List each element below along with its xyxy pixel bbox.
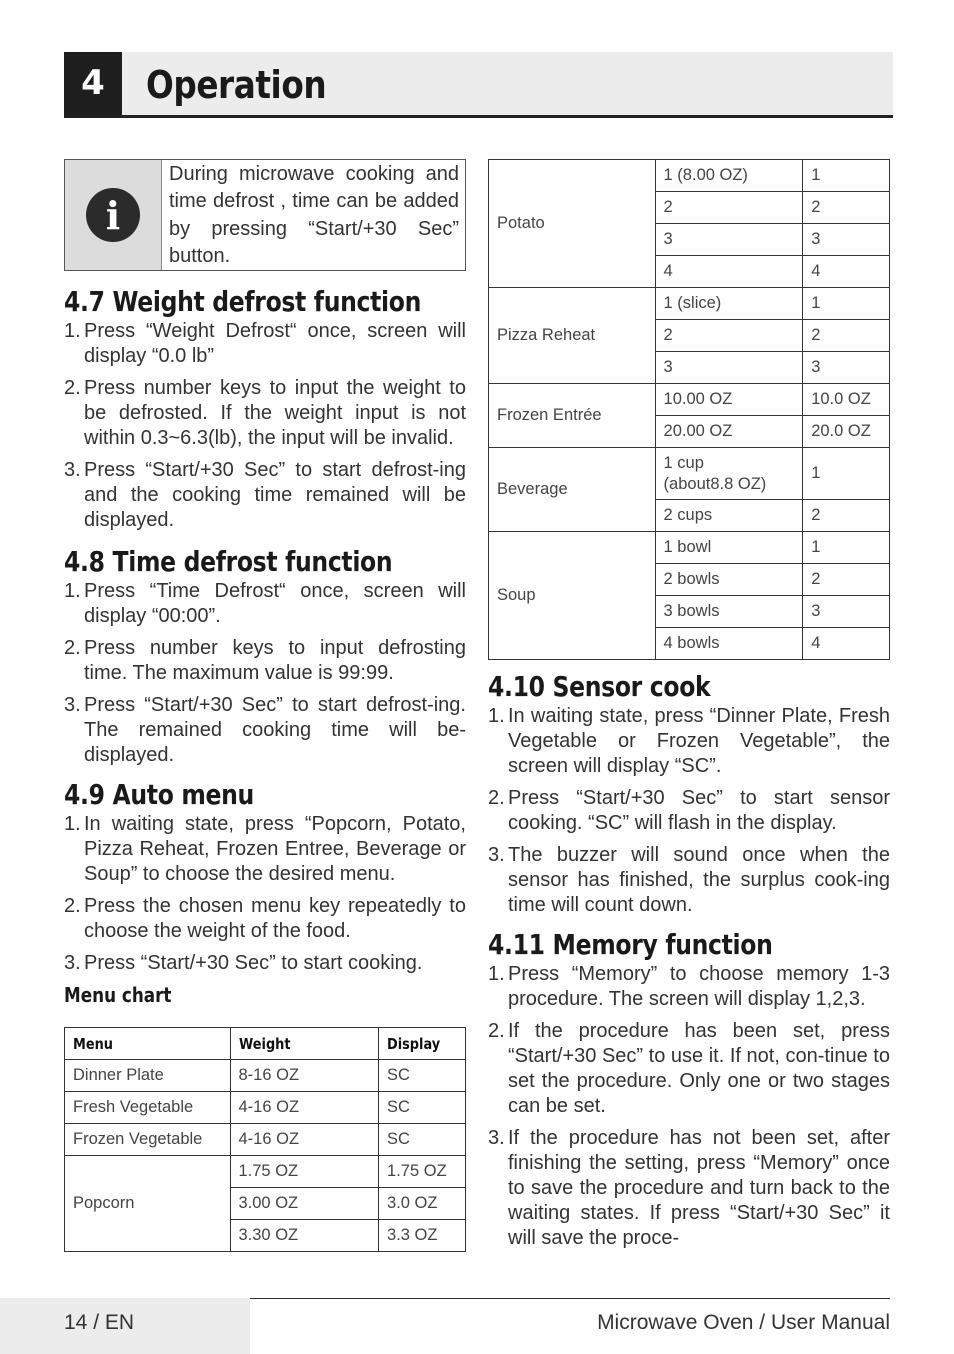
display-cell: 2 xyxy=(803,320,890,352)
memory-function-steps xyxy=(488,962,890,1251)
step-text: Press “Memory” to choose memory 1-3 procedure. The screen will display 1,2,3. xyxy=(508,963,890,1010)
weight-cell: 1 (8.00 OZ) xyxy=(655,160,803,192)
step-text: Press number keys to input defrosting time. The maximum value is 99:99. xyxy=(84,637,466,684)
display-cell: 4 xyxy=(803,256,890,288)
step-number: 1. xyxy=(64,320,81,342)
step-item xyxy=(64,319,466,369)
step-number: 2. xyxy=(64,895,81,917)
weight-cell: 4 bowls xyxy=(655,628,803,660)
weight-cell: 1 (slice) xyxy=(655,288,803,320)
step-text: Press “Time Defrost“ once, screen will display “00:00”. xyxy=(84,580,466,627)
display-cell: SC xyxy=(379,1124,466,1156)
step-number: 2. xyxy=(64,377,81,399)
section-title-4-8: 4.8 Time defrost function xyxy=(64,545,393,578)
step-number: 2. xyxy=(488,1020,505,1042)
step-item xyxy=(488,843,890,918)
weight-cell: 2 cups xyxy=(655,500,803,532)
display-cell: 2 xyxy=(803,564,890,596)
display-cell: 4 xyxy=(803,628,890,660)
step-item xyxy=(488,1019,890,1119)
step-text: In waiting state, press “Dinner Plate, Fresh Vegetable or Frozen Vegetable”, the screen will display “SC”. xyxy=(508,705,890,777)
menu-cell: Frozen Vegetable xyxy=(65,1124,231,1156)
menu-cell: Dinner Plate xyxy=(65,1060,231,1092)
sensor-cook-steps xyxy=(488,704,890,918)
step-number: 1. xyxy=(488,705,505,727)
step-item xyxy=(64,951,466,976)
weight-cell: 2 bowls xyxy=(655,564,803,596)
weight-cell: 1.75 OZ xyxy=(230,1156,379,1188)
display-cell: 3 xyxy=(803,596,890,628)
display-cell: 10.0 OZ xyxy=(803,384,890,416)
menu-cell: Frozen Entrée xyxy=(489,384,656,448)
menu-cell: Soup xyxy=(489,532,656,660)
weight-cell: 3.30 OZ xyxy=(230,1220,379,1252)
weight-cell: 3.00 OZ xyxy=(230,1188,379,1220)
weight-cell: 10.00 OZ xyxy=(655,384,803,416)
left-column xyxy=(64,159,466,1252)
display-cell: 1 xyxy=(803,160,890,192)
display-cell: 2 xyxy=(803,192,890,224)
table-header-weight: Weight xyxy=(230,1028,379,1060)
weight-cell: 1 bowl xyxy=(655,532,803,564)
info-icon: i xyxy=(86,188,140,242)
section-title-4-11: 4.11 Memory function xyxy=(488,928,773,961)
weight-cell: 4-16 OZ xyxy=(230,1124,379,1156)
step-number: 3. xyxy=(488,844,505,866)
weight-cell: 2 xyxy=(655,320,803,352)
display-cell: 3.3 OZ xyxy=(379,1220,466,1252)
step-number: 2. xyxy=(488,787,505,809)
step-text: If the procedure has not been set, after finishing the setting, press “Memory” once to save the procedure and turn back to the waiting states. If press “Start/+30 Sec” it will save the proce- xyxy=(508,1127,890,1249)
step-number: 1. xyxy=(64,580,81,602)
menu-chart-table-right xyxy=(488,159,890,660)
table-row xyxy=(489,288,890,320)
step-text: Press “Start/+30 Sec” to start defrost-ing. The remained cooking time will be-displayed. xyxy=(84,694,466,766)
display-cell: 1.75 OZ xyxy=(379,1156,466,1188)
step-number: 1. xyxy=(64,813,81,835)
menu-cell: Potato xyxy=(489,160,656,288)
display-cell: 1 xyxy=(803,532,890,564)
step-text: Press “Start/+30 Sec” to start cooking. xyxy=(84,952,423,974)
table-row xyxy=(65,1060,466,1092)
display-cell: 3.0 OZ xyxy=(379,1188,466,1220)
weight-cell: 1 cup (about8.8 OZ) xyxy=(655,448,803,500)
step-text: In waiting state, press “Popcorn, Potato, Pizza Reheat, Frozen Entree, Beverage or Soup” to choose the desired menu. xyxy=(84,813,466,885)
weight-cell: 4 xyxy=(655,256,803,288)
display-cell: SC xyxy=(379,1092,466,1124)
menu-cell: Fresh Vegetable xyxy=(65,1092,231,1124)
weight-cell: 8-16 OZ xyxy=(230,1060,379,1092)
section-title-4-9: 4.9 Auto menu xyxy=(64,778,254,811)
display-cell: 1 xyxy=(803,448,890,500)
step-item xyxy=(488,704,890,779)
table-row xyxy=(489,532,890,564)
info-icon-cell xyxy=(65,160,162,270)
chapter-header xyxy=(64,52,893,118)
table-row xyxy=(489,160,890,192)
step-item xyxy=(64,636,466,686)
table-row xyxy=(489,448,890,500)
step-item xyxy=(64,579,466,629)
step-item xyxy=(488,1126,890,1251)
chapter-title: Operation xyxy=(146,63,327,107)
menu-cell: Popcorn xyxy=(65,1156,231,1252)
step-number: 3. xyxy=(488,1127,505,1149)
section-title-4-10: 4.10 Sensor cook xyxy=(488,670,711,703)
display-cell: SC xyxy=(379,1060,466,1092)
footer-document-title: Microwave Oven / User Manual xyxy=(597,1311,890,1334)
step-text: Press the chosen menu key repeatedly to choose the weight of the food. xyxy=(84,895,466,942)
weight-cell: 4-16 OZ xyxy=(230,1092,379,1124)
auto-menu-steps xyxy=(64,812,466,976)
table-row xyxy=(65,1156,466,1188)
chapter-number: 4 xyxy=(64,52,122,115)
footer-page-number: 14 / EN xyxy=(64,1311,135,1334)
table-header-display: Display xyxy=(379,1028,466,1060)
step-text: If the procedure has been set, press “Start/+30 Sec” to use it. If not, con-tinue to set the procedure. Only one or two stages can be set. xyxy=(508,1020,890,1117)
weight-cell: 2 xyxy=(655,192,803,224)
step-item xyxy=(64,693,466,768)
info-note-box xyxy=(64,159,466,271)
step-text: The buzzer will sound once when the sensor has finished, the surplus cook-ing time will count down. xyxy=(508,844,890,916)
step-item xyxy=(488,962,890,1012)
table-header-menu: Menu xyxy=(65,1028,231,1060)
step-text: Press “Weight Defrost“ once, screen will display “0.0 lb” xyxy=(84,320,466,367)
display-cell: 20.0 OZ xyxy=(803,416,890,448)
table-row xyxy=(65,1124,466,1156)
step-number: 1. xyxy=(488,963,505,985)
step-item xyxy=(64,812,466,887)
display-cell: 2 xyxy=(803,500,890,532)
step-item xyxy=(488,786,890,836)
section-title-4-7: 4.7 Weight defrost function xyxy=(64,285,421,318)
step-text: Press “Start/+30 Sec” to start defrost-ing and the cooking time remained will be displayed. xyxy=(84,459,466,531)
step-number: 3. xyxy=(64,952,81,974)
weight-defrost-steps xyxy=(64,319,466,533)
time-defrost-steps xyxy=(64,579,466,768)
step-text: Press “Start/+30 Sec” to start sensor cooking. “SC” will flash in the display. xyxy=(508,787,890,834)
step-item xyxy=(64,376,466,451)
weight-cell: 3 bowls xyxy=(655,596,803,628)
step-text: Press number keys to input the weight to be defrosted. If the weight input is not within 0.3~6.3(lb), the input will be invalid. xyxy=(84,377,466,449)
menu-chart-title: Menu chart xyxy=(64,983,172,1007)
table-row xyxy=(489,384,890,416)
weight-cell: 20.00 OZ xyxy=(655,416,803,448)
step-item xyxy=(64,894,466,944)
info-note-text: During microwave cooking and time defrost , time can be added by pressing “Start/+30 Sec” button. xyxy=(169,163,459,267)
step-number: 2. xyxy=(64,637,81,659)
step-item xyxy=(64,458,466,533)
display-cell: 3 xyxy=(803,224,890,256)
weight-cell: 3 xyxy=(655,224,803,256)
step-number: 3. xyxy=(64,694,81,716)
footer-divider xyxy=(250,1298,890,1299)
menu-cell: Pizza Reheat xyxy=(489,288,656,384)
display-cell: 1 xyxy=(803,288,890,320)
menu-cell: Beverage xyxy=(489,448,656,532)
menu-chart-table-left xyxy=(64,1027,466,1252)
step-number: 3. xyxy=(64,459,81,481)
weight-cell: 3 xyxy=(655,352,803,384)
table-row xyxy=(65,1092,466,1124)
right-column xyxy=(488,159,890,1258)
display-cell: 3 xyxy=(803,352,890,384)
